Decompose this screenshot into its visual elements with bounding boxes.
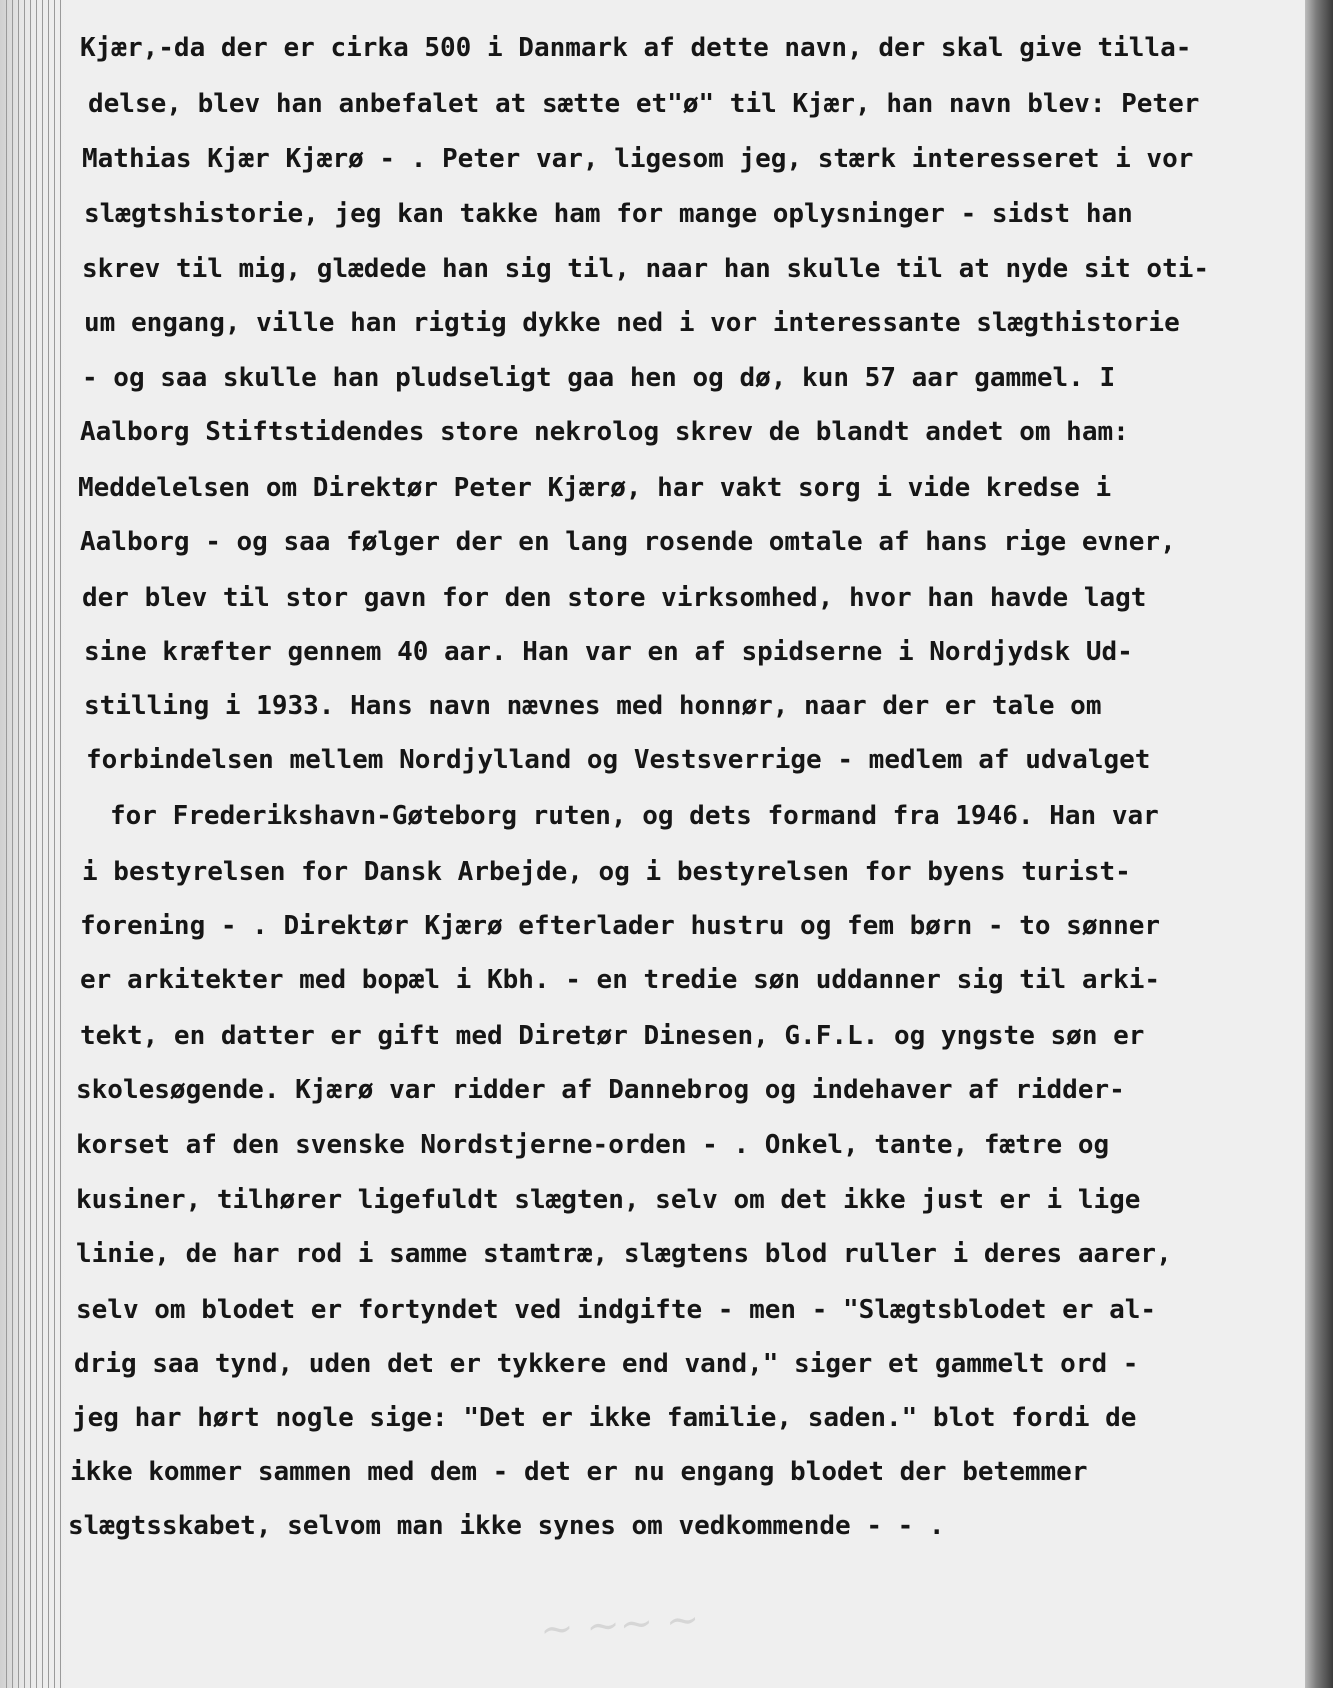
page-binding-edge (0, 0, 70, 1688)
text-line: linie, de har rod i samme stamtræ, slægtens blod ruller i deres aarer, (76, 1239, 1172, 1269)
text-line: ikke kommer sammen med dem - det er nu engang blodet der betemmer (70, 1457, 1088, 1487)
text-line: Aalborg Stiftstidendes store nekrolog skrev de blandt andet om ham: (80, 417, 1129, 447)
faded-signature-mark: ~ ~~ ~ (538, 1596, 701, 1654)
typewritten-text (68, 28, 1295, 1628)
text-line: jeg har hørt nogle sige: "Det er ikke familie, saden." blot fordi de (72, 1403, 1137, 1433)
text-line: tekt, en datter er gift med Diretør Dinesen, G.F.L. og yngste søn er (80, 1021, 1145, 1051)
text-line: Kjær,-da der er cirka 500 i Danmark af dette navn, der skal give tilla- (80, 33, 1192, 63)
text-line: slægtsskabet, selvom man ikke synes om vedkommende - - . (68, 1511, 945, 1541)
page-right-shadow (1305, 0, 1333, 1688)
text-line: drig saa tynd, uden det er tykkere end vand," siger et gammelt ord - (74, 1349, 1139, 1379)
text-line: i bestyrelsen for Dansk Arbejde, og i bestyrelsen for byens turist- (82, 857, 1131, 887)
text-line: Mathias Kjær Kjærø - . Peter var, ligesom jeg, stærk interesseret i vor (82, 144, 1194, 174)
text-line: korset af den svenske Nordstjerne-orden - . Onkel, tante, fætre og (76, 1130, 1110, 1160)
text-line: um engang, ville han rigtig dykke ned i vor interessante slægthistorie (84, 308, 1180, 338)
text-line: kusiner, tilhører ligefuldt slægten, selv om det ikke just er i lige (76, 1185, 1141, 1215)
text-line: forbindelsen mellem Nordjylland og Vestsverrige - medlem af udvalget (86, 745, 1151, 775)
text-line: der blev til stor gavn for den store virksomhed, hvor han havde lagt (82, 583, 1147, 613)
text-line: Meddelelsen om Direktør Peter Kjærø, har vakt sorg i vide kredse i (78, 473, 1112, 503)
text-line: - og saa skulle han pludseligt gaa hen og dø, kun 57 aar gammel. I (82, 363, 1116, 393)
text-line: forening - . Direktør Kjærø efterlader hustru og fem børn - to sønner (80, 911, 1161, 941)
text-line: Aalborg - og saa følger der en lang rosende omtale af hans rige evner, (80, 527, 1176, 557)
text-line: slægtshistorie, jeg kan takke ham for mange oplysninger - sidst han (84, 199, 1133, 229)
text-line: skrev til mig, glædede han sig til, naar han skulle til at nyde sit oti- (82, 254, 1210, 284)
text-line: sine kræfter gennem 40 aar. Han var en af spidserne i Nordjydsk Ud- (84, 637, 1133, 667)
text-line: selv om blodet er fortyndet ved indgifte - men - "Slægtsblodet er al- (76, 1295, 1157, 1325)
text-line: for Frederikshavn-Gøteborg ruten, og dets formand fra 1946. Han var (110, 801, 1159, 831)
text-line: er arkitekter med bopæl i Kbh. - en tredie søn uddanner sig til arki- (80, 965, 1161, 995)
text-line: delse, blev han anbefalet at sætte et"ø" til Kjær, han navn blev: Peter (88, 89, 1200, 119)
text-line: skolesøgende. Kjærø var ridder af Dannebrog og indehaver af ridder- (76, 1075, 1125, 1105)
text-line: stilling i 1933. Hans navn nævnes med honnør, naar der er tale om (84, 691, 1102, 721)
